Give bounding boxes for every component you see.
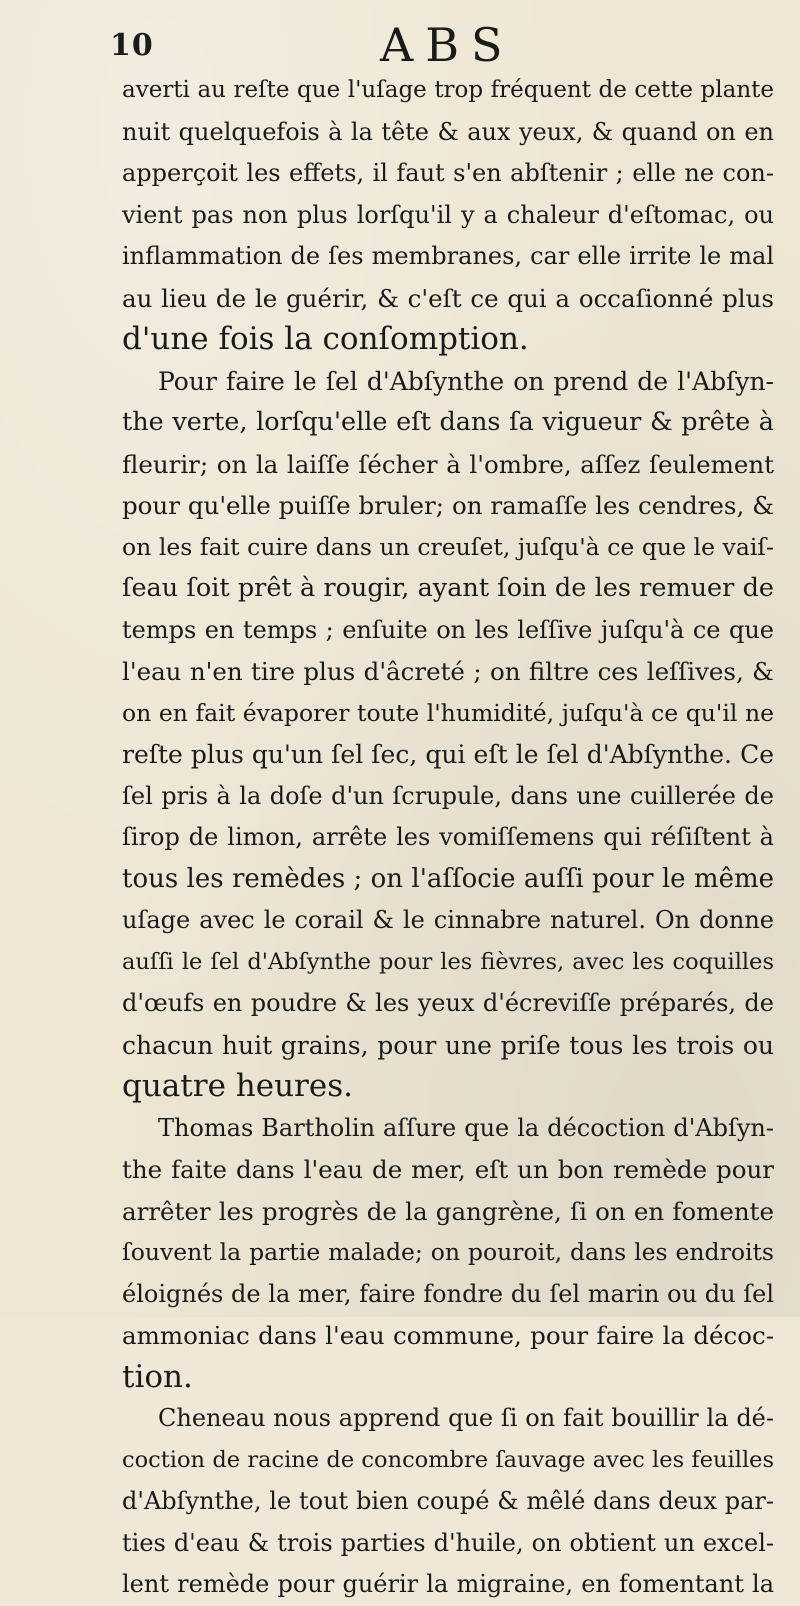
- text-line: d'œufs en poudre & les yeux d'écreviſſe préparés, de: [122, 989, 774, 1017]
- body-text: [122, 70, 774, 1606]
- page-header: [110, 18, 760, 72]
- text-line: au lieu de le guérir, & c'eſt ce qui a occaſionné plus: [122, 283, 774, 313]
- text-line: arrêter les progrès de la gangrène, ſi on en fomente: [122, 1196, 774, 1226]
- text-line: averti au reſte que l'uſage trop fréquent de cette plante: [122, 77, 774, 103]
- text-line: coction de racine de concombre ſauvage avec les feuilles: [122, 1446, 774, 1473]
- text-line: éloignés de la mer, faire fondre du ſel marin ou du ſel: [122, 1279, 774, 1308]
- text-line: Pour faire le ſel d'Abſynthe on prend de l'Abſyn-: [158, 366, 774, 396]
- text-line: ſeau ſoit prêt à rougir, ayant ſoin de les remuer de: [122, 573, 774, 603]
- text-line: l'eau n'en tire plus d'âcreté ; on filtre ces leſſives, &: [122, 657, 774, 686]
- text-line: uſage avec le corail & le cinnabre naturel. On donne: [122, 906, 774, 934]
- text-line: ties d'eau & trois parties d'huile, on obtient un excel-: [122, 1528, 774, 1557]
- text-line: vient pas non plus lorſqu'il y a chaleur d'eſtomac, ou: [122, 200, 774, 229]
- text-line: inflammation de ſes membranes, car elle irrite le mal: [122, 242, 774, 270]
- text-line: tous les remèdes ; on l'aſſocie auſſi pour le même: [122, 863, 774, 894]
- text-line: ſirop de limon, arrête les vomiſſemens qui réſiſtent à: [122, 823, 774, 851]
- text-line: lent remède pour guérir la migraine, en fomentant la: [122, 1570, 774, 1598]
- running-head: ABS: [380, 18, 515, 72]
- text-line: auſſi le ſel d'Abſynthe pour les fièvres, avec les coquilles: [122, 948, 774, 975]
- text-line: ammoniac dans l'eau commune, pour faire la décoc-: [122, 1321, 774, 1350]
- text-line: the verte, lorſqu'elle eſt dans ſa vigueur & prête à: [122, 407, 774, 437]
- text-line: quatre heures.: [122, 1068, 353, 1104]
- text-line: apperçoit les effets, il faut s'en abſtenir ; elle ne con-: [122, 159, 774, 187]
- text-line: temps en temps ; enſuite on les leſſive juſqu'à ce que: [122, 615, 774, 644]
- text-line: Thomas Bartholin aſſure que la décoction d'Abſyn-: [158, 1113, 774, 1142]
- text-line: tion.: [122, 1358, 193, 1395]
- text-line: on les fait cuire dans un creuſet, juſqu'à ce que le vaiſ-: [122, 532, 774, 561]
- text-line: fleurir; on la laiſſe ſécher à l'ombre, aſſez ſeulement: [122, 449, 774, 479]
- text-line: on en fait évaporer toute l'humidité, juſqu'à ce qu'il ne: [122, 698, 774, 727]
- text-line: d'une fois la conſomption.: [122, 321, 529, 357]
- text-line: ſouvent la partie malade; on pouroit, dans les endroits: [122, 1238, 774, 1266]
- text-line: the faite dans l'eau de mer, eſt un bon remède pour: [122, 1155, 774, 1184]
- text-line: d'Abſynthe, le tout bien coupé & mêlé dans deux par-: [122, 1487, 774, 1515]
- page-number: 10: [110, 28, 154, 63]
- text-line: reſte plus qu'un ſel ſec, qui eſt le ſel d'Abſynthe. Ce: [122, 740, 774, 769]
- text-line: pour qu'elle puiſſe bruler; on ramaſſe les cendres, &: [122, 491, 774, 520]
- text-line: nuit quelquefois à la tête & aux yeux, & quand on en: [122, 117, 774, 146]
- text-line: Cheneau nous apprend que ſi on fait bouillir la dé-: [158, 1404, 774, 1432]
- text-line: ſel pris à la doſe d'un ſcrupule, dans une cuillerée de: [122, 781, 774, 810]
- text-line: chacun huit grains, pour une priſe tous les trois ou: [122, 1030, 774, 1060]
